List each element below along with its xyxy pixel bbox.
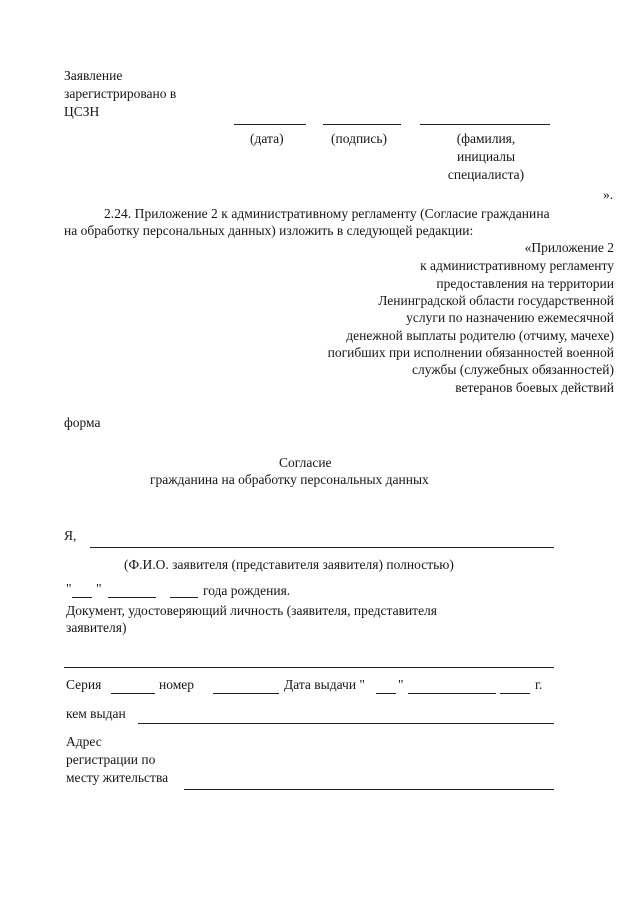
address-label-line-3: месту жительства <box>66 770 169 785</box>
issue-month-field[interactable] <box>408 693 496 694</box>
number-label: номер <box>159 677 195 692</box>
form-label: форма <box>64 415 101 430</box>
issued-by-label: кем выдан <box>66 706 126 721</box>
issue-year-field[interactable] <box>500 693 530 694</box>
registration-label-line-2: зарегистрировано в <box>64 86 177 101</box>
appendix-header-line: предоставления на территории <box>436 276 614 291</box>
series-label: Серия <box>66 677 102 692</box>
applicant-i-label: Я, <box>64 528 77 543</box>
birth-quote-close: " <box>96 581 102 596</box>
issue-date-quote: " <box>398 677 404 692</box>
address-label-line-1: Адрес <box>66 734 102 749</box>
name-caption-line-2: инициалы <box>456 149 516 164</box>
birth-month-field[interactable] <box>108 597 156 598</box>
number-field[interactable] <box>213 693 279 694</box>
appendix-header-line: к административному регламенту <box>420 258 614 273</box>
date-caption: (дата) <box>250 131 284 146</box>
birth-quote-open: " <box>66 581 72 596</box>
date-signature-line[interactable] <box>234 124 306 125</box>
birth-suffix: года рождения. <box>203 583 291 598</box>
appendix-header-line: услуги по назначению ежемесячной <box>406 310 614 325</box>
appendix-header-line: «Приложение 2 <box>524 240 614 255</box>
amendment-line-1: 2.24. Приложение 2 к административному регламенту (Согласие гражданина <box>104 206 550 221</box>
signature-caption: (подпись) <box>331 131 388 146</box>
specialist-name-line[interactable] <box>420 124 550 125</box>
amendment-line-2: на обработку персональных данных) изложить в следующей редакции: <box>64 223 474 238</box>
consent-title: Согласие <box>279 455 332 470</box>
appendix-header-line: денежной выплаты родителю (отчиму, мачехе) <box>346 328 614 343</box>
applicant-fio-field[interactable] <box>90 547 554 548</box>
birth-year-field[interactable] <box>170 597 198 598</box>
address-field[interactable] <box>184 789 554 790</box>
name-caption-line-3: специалиста) <box>447 167 525 182</box>
document-caption-line-2: заявителя) <box>66 620 127 635</box>
appendix-header-line: погибших при исполнении обязанностей военной <box>327 345 614 360</box>
registration-label-line-1: Заявление <box>64 68 123 83</box>
issue-day-field[interactable] <box>376 693 396 694</box>
registration-label-line-3: ЦСЗН <box>64 104 100 119</box>
birth-day-field[interactable] <box>72 597 92 598</box>
year-suffix: г. <box>535 677 543 692</box>
issued-by-field[interactable] <box>138 723 554 724</box>
appendix-header-line: службы (служебных обязанностей) <box>412 362 614 377</box>
address-label-line-2: регистрации по <box>66 752 156 767</box>
fio-caption: (Ф.И.О. заявителя (представителя заявителя) полностью) <box>124 557 454 572</box>
appendix-header-line: Ленинградской области государственной <box>378 293 614 308</box>
name-caption-line-1: (фамилия, <box>456 131 516 146</box>
signature-line[interactable] <box>323 124 401 125</box>
consent-subtitle: гражданина на обработку персональных данных <box>150 472 429 487</box>
appendix-header-line: ветеранов боевых действий <box>455 380 614 395</box>
series-field[interactable] <box>111 693 155 694</box>
closing-quote: ». <box>603 187 614 202</box>
document-type-field[interactable] <box>64 667 554 668</box>
document-caption-line-1: Документ, удостоверяющий личность (заявителя, представителя <box>66 603 438 618</box>
issue-date-label: Дата выдачи " <box>284 677 365 692</box>
